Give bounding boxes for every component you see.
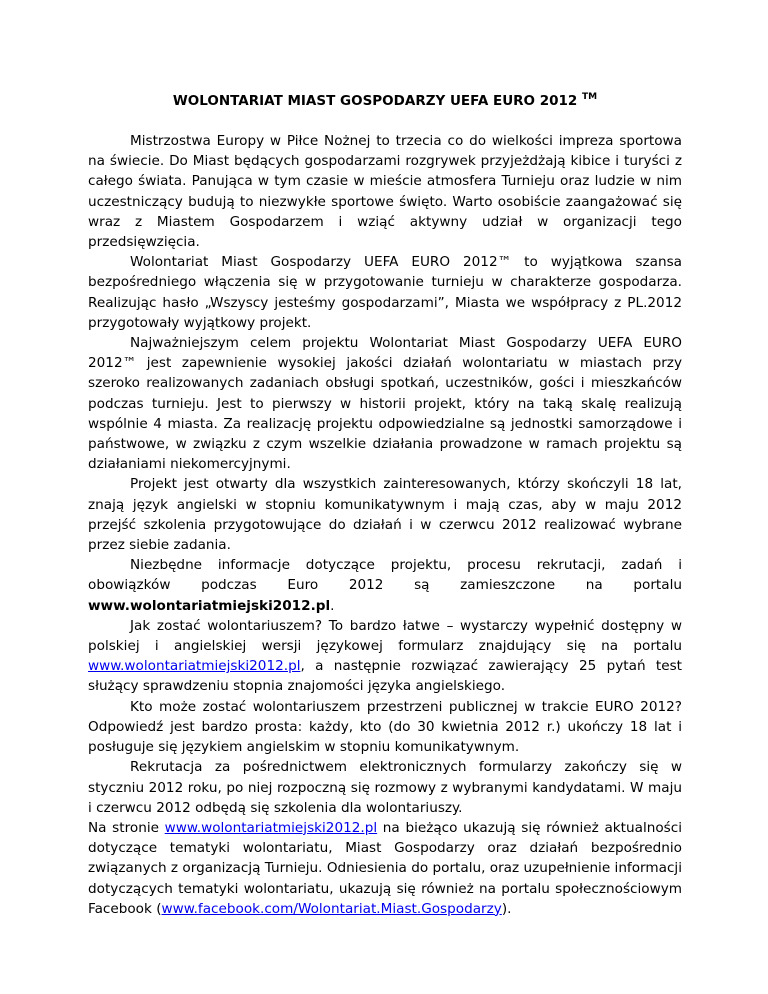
paragraph-info xyxy=(88,555,682,616)
info-end: . xyxy=(330,597,335,614)
paragraph-who: Kto może zostać wolontariuszem przestrzeni publicznej w trakcie EURO 2012? Odpowiedź jest bardzo prosta: każdy, kto (do 30 kwietnia 2012 r.) ukończy 18 lat i posługuje się językiem angielskim w stopniu komunikatywnym. xyxy=(88,698,682,756)
facebook-link[interactable]: www.facebook.com/Wolontariat.Miast.Gospodarzy xyxy=(161,900,502,917)
news-text-end: ). xyxy=(501,900,512,917)
paragraph-recruitment: Rekrutacja za pośrednictwem elektronicznych formularzy zakończy się w styczniu 2012 roku, po niej rozpoczną się rozmowy z wybranymi kandydatami. W maju i czerwcu 2012 odbędą się szkolenia dla wolontariuszy. xyxy=(88,759,682,816)
how-to-text-end: , a następnie rozwiązać zawierający 25 pytań test służący sprawdzeniu stopnia znajomości języka angielskiego. xyxy=(88,658,682,695)
paragraph-how-to xyxy=(88,616,682,697)
paragraph-news xyxy=(88,818,682,919)
document-title xyxy=(88,92,682,109)
title-text: WOLONTARIAT MIAST GOSPODARZY UEFA EURO 2012 xyxy=(172,93,578,109)
trademark-mark: TM xyxy=(582,92,598,102)
document-body xyxy=(88,131,682,919)
how-to-text: Jak zostać wolontariuszem? To bardzo łatwe – wystarczy wypełnić dostępny w polskiej i angielskiej wersji językowej formularz znajdujący się na portalu xyxy=(88,617,682,655)
info-text: Niezbędne informacje dotyczące projektu, procesu rekrutacji, zadań i obowiązków podczas Euro 2012 są zamieszczone na portalu xyxy=(88,557,682,594)
portal-url-bold: www.wolontariatmiejski2012.pl xyxy=(88,597,331,614)
paragraph-goal: Najważniejszym celem projektu Wolontariat Miast Gospodarzy UEFA EURO 2012™ jest zapewnienie wysokiej jakości działań wolontariatu w miastach przy szeroko realizowanych zadaniach obsługi spotkań, uczestników, gości i mieszkańców podczas turnieju. Jest to pierwszy w historii projekt, który na taką skalę realizują wspólnie 4 miasta. Za realizację projektu odpowiedzialne są jednostki samorządowe i państwowe, w związku z czym wszelkie działania prowadzone w ramach projektu są działaniami niekomercyjnymi. xyxy=(88,335,682,473)
paragraph-eligibility: Projekt jest otwarty dla wszystkich zainteresowanych, którzy skończyli 18 lat, znają język angielski w stopniu komunikatywnym i mają czas, aby w maju 2012 przejść szkolenia przygotowujące do działań i w czerwcu 2012 realizować wybrane przez siebie zadania. xyxy=(88,476,682,554)
news-text-mid: na bieżąco ukazują się również aktualności dotyczące tematyki wolontariatu, Miast Gospodarzy oraz działań bezpośrednio związanych z organizacją Turnieju. Odniesienia do portalu, oraz uzupełnienie informacji dotyczących tematyki wolontariatu, ukazują się również na portalu społecznościowym Facebook ( xyxy=(88,819,682,917)
portal-link-news[interactable]: www.wolontariatmiejski2012.pl xyxy=(164,819,378,836)
news-text: Na stronie xyxy=(88,819,165,836)
portal-link[interactable]: www.wolontariatmiejski2012.pl xyxy=(88,658,301,675)
paragraph-intro: Mistrzostwa Europy w Piłce Nożnej to trzecia co do wielkości impreza sportowa na świecie. Do Miast będących gospodarzami rozgrywek przyjeżdżają kibice i turyści z całego świata. Panująca w tym czasie w mieście atmosfera Turnieju oraz ludzie w nim uczestniczący budują to niezwykłe sportowe święto. Warto osobiście zaangażować się wraz z Miastem Gospodarzem i wziąć aktywny udział w organizacji tego przedsięwzięcia. xyxy=(88,133,682,251)
paragraph-opportunity: Wolontariat Miast Gospodarzy UEFA EURO 2012™ to wyjątkowa szansa bezpośredniego włączenia się w przygotowanie turnieju w charakterze gospodarza. Realizując hasło „Wszyscy jesteśmy gospodarzami”, Miasta we współpracy z PL.2012 przygotowały wyjątkowy projekt. xyxy=(88,254,682,331)
